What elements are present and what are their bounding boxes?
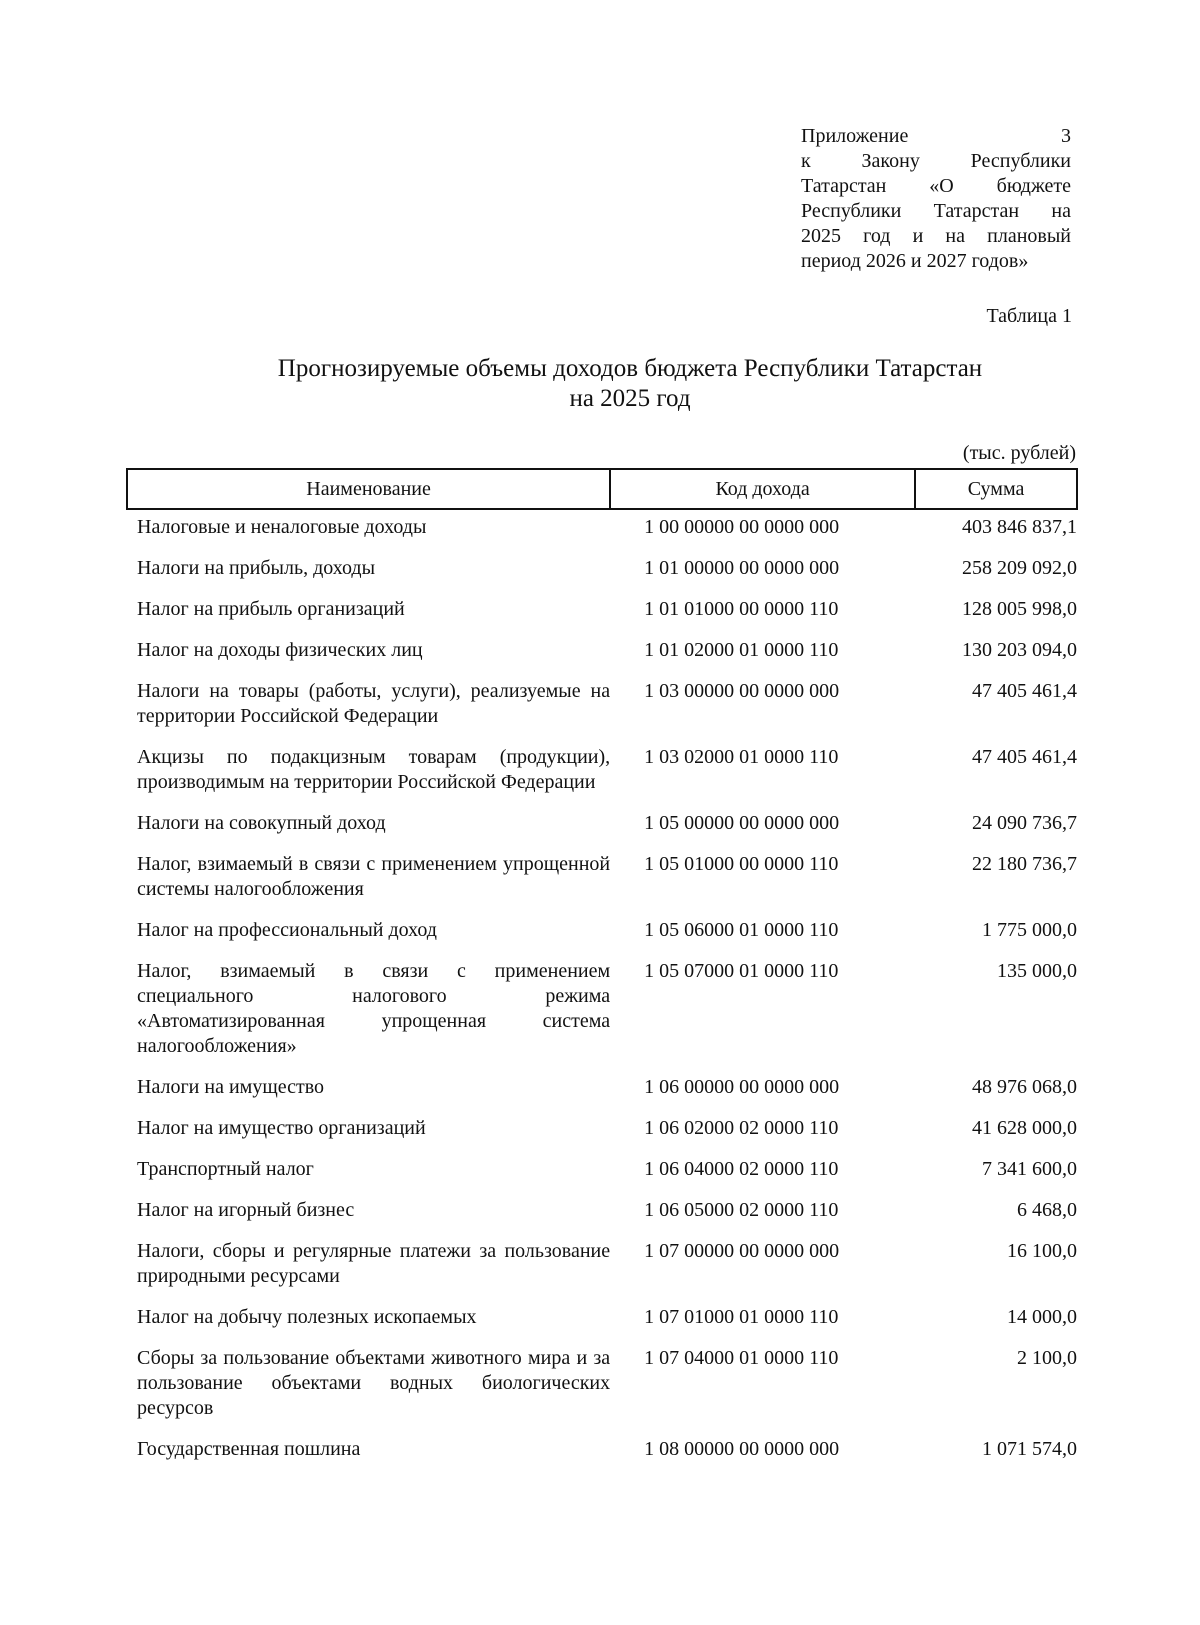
table-row xyxy=(127,1152,1077,1193)
document-title xyxy=(0,354,1200,414)
row-code: 1 05 07000 01 0000 110 xyxy=(644,960,839,982)
row-code: 1 05 01000 00 0000 110 xyxy=(644,853,839,875)
row-code: 1 06 04000 02 0000 110 xyxy=(644,1158,839,1180)
row-name: Налоги на прибыль, доходы xyxy=(137,557,376,579)
row-code: 1 05 06000 01 0000 110 xyxy=(644,919,839,941)
row-amount: 258 209 092,0 xyxy=(962,557,1077,579)
table-row xyxy=(127,1341,1077,1432)
row-amount: 16 100,0 xyxy=(1007,1240,1077,1262)
row-name: Налог на игорный бизнес xyxy=(137,1199,355,1221)
table-row xyxy=(127,847,1077,913)
row-amount: 128 005 998,0 xyxy=(962,598,1077,620)
appendix-line: Татарстан «О бюджете xyxy=(801,175,1071,197)
row-name: Налог, взимаемый в связи с применением упрощенной системы налогообложения xyxy=(137,853,611,900)
table-row xyxy=(127,551,1077,592)
appendix-line: Республики Татарстан на xyxy=(801,200,1071,222)
row-code: 1 06 00000 00 0000 000 xyxy=(644,1076,840,1098)
units-note: (тыс. рублей) xyxy=(962,442,1076,464)
row-name: Транспортный налог xyxy=(137,1158,314,1180)
table-row xyxy=(127,740,1077,806)
row-code: 1 03 00000 00 0000 000 xyxy=(644,680,840,702)
row-amount: 1 071 574,0 xyxy=(982,1438,1077,1460)
row-amount: 47 405 461,4 xyxy=(972,746,1077,768)
row-amount: 24 090 736,7 xyxy=(972,812,1077,834)
row-amount: 1 775 000,0 xyxy=(982,919,1077,941)
row-amount: 135 000,0 xyxy=(997,960,1077,982)
row-code: 1 01 01000 00 0000 110 xyxy=(644,598,839,620)
row-name: Государственная пошлина xyxy=(137,1438,361,1460)
table-row xyxy=(127,633,1077,674)
row-name: Налоги на совокупный доход xyxy=(137,812,386,834)
row-name: Налоги на товары (работы, услуги), реализуемые на территории Российской Федерации xyxy=(137,680,611,727)
row-amount: 2 100,0 xyxy=(1017,1347,1077,1369)
table-row xyxy=(127,1300,1077,1341)
row-code: 1 01 02000 01 0000 110 xyxy=(644,639,839,661)
header-name: Наименование xyxy=(127,469,610,509)
row-name: Акцизы по подакцизным товарам (продукции), производимым на территории Российской Федерации xyxy=(137,746,611,793)
row-name: Налог на прибыль организаций xyxy=(137,598,405,620)
row-code: 1 07 00000 00 0000 000 xyxy=(644,1240,840,1262)
appendix-line: период 2026 и 2027 годов» xyxy=(801,250,1029,272)
table-label: Таблица 1 xyxy=(986,305,1072,327)
title-line-2: на 2025 год xyxy=(569,385,691,412)
table-header-row xyxy=(127,469,1077,509)
table-row xyxy=(127,1234,1077,1300)
row-code: 1 00 00000 00 0000 000 xyxy=(644,516,840,538)
table-row xyxy=(127,674,1077,740)
row-name: Налог на профессиональный доход xyxy=(137,919,437,941)
row-amount: 48 976 068,0 xyxy=(972,1076,1077,1098)
row-code: 1 07 01000 01 0000 110 xyxy=(644,1306,839,1328)
appendix-line: Приложение 3 xyxy=(801,125,1071,147)
row-code: 1 06 05000 02 0000 110 xyxy=(644,1199,839,1221)
row-name: Налог на добычу полезных ископаемых xyxy=(137,1306,477,1328)
row-amount: 6 468,0 xyxy=(1017,1199,1077,1221)
row-code: 1 05 00000 00 0000 000 xyxy=(644,812,840,834)
table-row xyxy=(127,1111,1077,1152)
row-name: Налоговые и неналоговые доходы xyxy=(137,516,427,538)
row-name: Налог на доходы физических лиц xyxy=(137,639,423,661)
revenue-table xyxy=(126,468,1078,1473)
table-row xyxy=(127,509,1077,551)
appendix-line: к Закону Республики xyxy=(801,150,1071,172)
table-row xyxy=(127,954,1077,1070)
row-amount: 41 628 000,0 xyxy=(972,1117,1077,1139)
title-line-1: Прогнозируемые объемы доходов бюджета Республики Татарстан xyxy=(277,355,983,382)
table-row xyxy=(127,592,1077,633)
row-name: Налоги, сборы и регулярные платежи за пользование природными ресурсами xyxy=(137,1240,611,1287)
table-row xyxy=(127,1070,1077,1111)
table-row xyxy=(127,913,1077,954)
row-name: Налог, взимаемый в связи с применением специального налогового режима «Автоматизированная упрощенная система налогообложения» xyxy=(137,960,611,1057)
appendix-header xyxy=(801,124,1071,274)
row-code: 1 03 02000 01 0000 110 xyxy=(644,746,839,768)
row-amount: 7 341 600,0 xyxy=(982,1158,1077,1180)
row-name: Налоги на имущество xyxy=(137,1076,325,1098)
row-name: Налог на имущество организаций xyxy=(137,1117,426,1139)
header-amount: Сумма xyxy=(915,469,1077,509)
appendix-line: 2025 год и на плановый xyxy=(801,225,1071,247)
row-amount: 14 000,0 xyxy=(1007,1306,1077,1328)
row-name: Сборы за пользование объектами животного мира и за пользование объектами водных биологических ресурсов xyxy=(137,1347,611,1419)
header-code: Код дохода xyxy=(610,469,915,509)
table-row xyxy=(127,1193,1077,1234)
table-row xyxy=(127,1432,1077,1473)
row-code: 1 08 00000 00 0000 000 xyxy=(644,1438,840,1460)
row-code: 1 01 00000 00 0000 000 xyxy=(644,557,840,579)
table-row xyxy=(127,806,1077,847)
row-amount: 403 846 837,1 xyxy=(962,516,1077,538)
row-code: 1 06 02000 02 0000 110 xyxy=(644,1117,839,1139)
row-code: 1 07 04000 01 0000 110 xyxy=(644,1347,839,1369)
row-amount: 22 180 736,7 xyxy=(972,853,1077,875)
table-body xyxy=(127,509,1077,1473)
row-amount: 47 405 461,4 xyxy=(972,680,1077,702)
row-amount: 130 203 094,0 xyxy=(962,639,1077,661)
